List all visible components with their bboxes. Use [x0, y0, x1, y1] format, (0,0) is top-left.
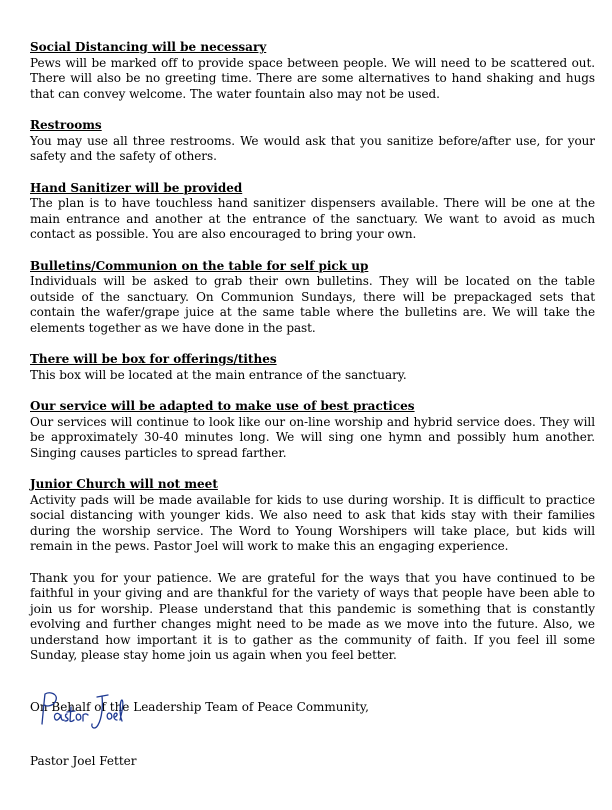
- section-junior-church: [30, 477, 595, 555]
- sign-off: On Behalf of the Leadership Team of Peace Community,: [30, 699, 369, 714]
- section-hand-sanitizer: [30, 181, 595, 243]
- section-heading: Junior Church will not meet: [30, 477, 218, 491]
- section-heading: Our service will be adapted to make use of best practices: [30, 399, 415, 413]
- closing-paragraph: Thank you for your patience. We are grateful for the ways that you have continued to be faithful in your giving and are thankful for the variety of ways that people have been able to join us for worship. Please understand that this pandemic is something that is constantly evolving and further changes might need to be made as we move into the future. Also, we understand how important it is to gather as the community of faith. If you feel ill some Sunday, please stay home join us again when you feel better.: [30, 570, 595, 662]
- section-social-distancing: [30, 40, 595, 102]
- section-body: Pews will be marked off to provide space between people. We will need to be scattered out. There will also be no greeting time. There are some alternatives to hand shaking and hugs that can convey welcome. The water fountain also may not be used.: [30, 55, 595, 101]
- section-body: Our services will continue to look like our on-line worship and hybrid service does. They will be approximately 30-40 minutes long. We will sing one hymn and possibly hum another. Singing causes particles to spread farther.: [30, 414, 595, 460]
- section-heading: There will be box for offerings/tithes: [30, 352, 277, 366]
- section-body: This box will be located at the main entrance of the sanctuary.: [30, 367, 407, 382]
- section-heading: Bulletins/Communion on the table for self pick up: [30, 258, 369, 273]
- letter-content: [30, 40, 595, 715]
- section-offerings-box: [30, 352, 595, 383]
- section-restrooms: [30, 118, 595, 165]
- section-body: The plan is to have touchless hand sanitizer dispensers available. There will be one at the main entrance and another at the entrance of the sanctuary. We want to avoid as much contact as possible. You are also encouraged to bring your own.: [30, 196, 595, 241]
- section-heading: Hand Sanitizer will be provided: [30, 180, 243, 195]
- section-bulletins-communion: [30, 259, 595, 337]
- section-body: You may use all three restrooms. We would ask that you sanitize before/after use, for your safety and the safety of others.: [30, 133, 595, 163]
- handwritten-signature: [36, 688, 126, 732]
- section-heading: Social Distancing will be necessary: [30, 40, 267, 54]
- section-body: Individuals will be asked to grab their own bulletins. They will be located on the table outside of the sanctuary. On Communion Sundays, there will be prepackaged sets that contain the wafer/grape juice at the same table where the bulletins are. We will take the elements together as we have done in the past.: [30, 274, 595, 335]
- section-heading: Restrooms: [30, 118, 102, 132]
- section-service-adapted: [30, 399, 595, 461]
- section-body: Activity pads will be made available for kids to use during worship. It is difficult to practice social distancing with younger kids. We also need to ask that kids stay with their families during the worship service. The Word to Young Worshipers will take place, but kids will remain in the pews. Pastor Joel will work to make this an engaging experience.: [30, 492, 595, 553]
- signer-name: Pastor Joel Fetter: [30, 754, 137, 768]
